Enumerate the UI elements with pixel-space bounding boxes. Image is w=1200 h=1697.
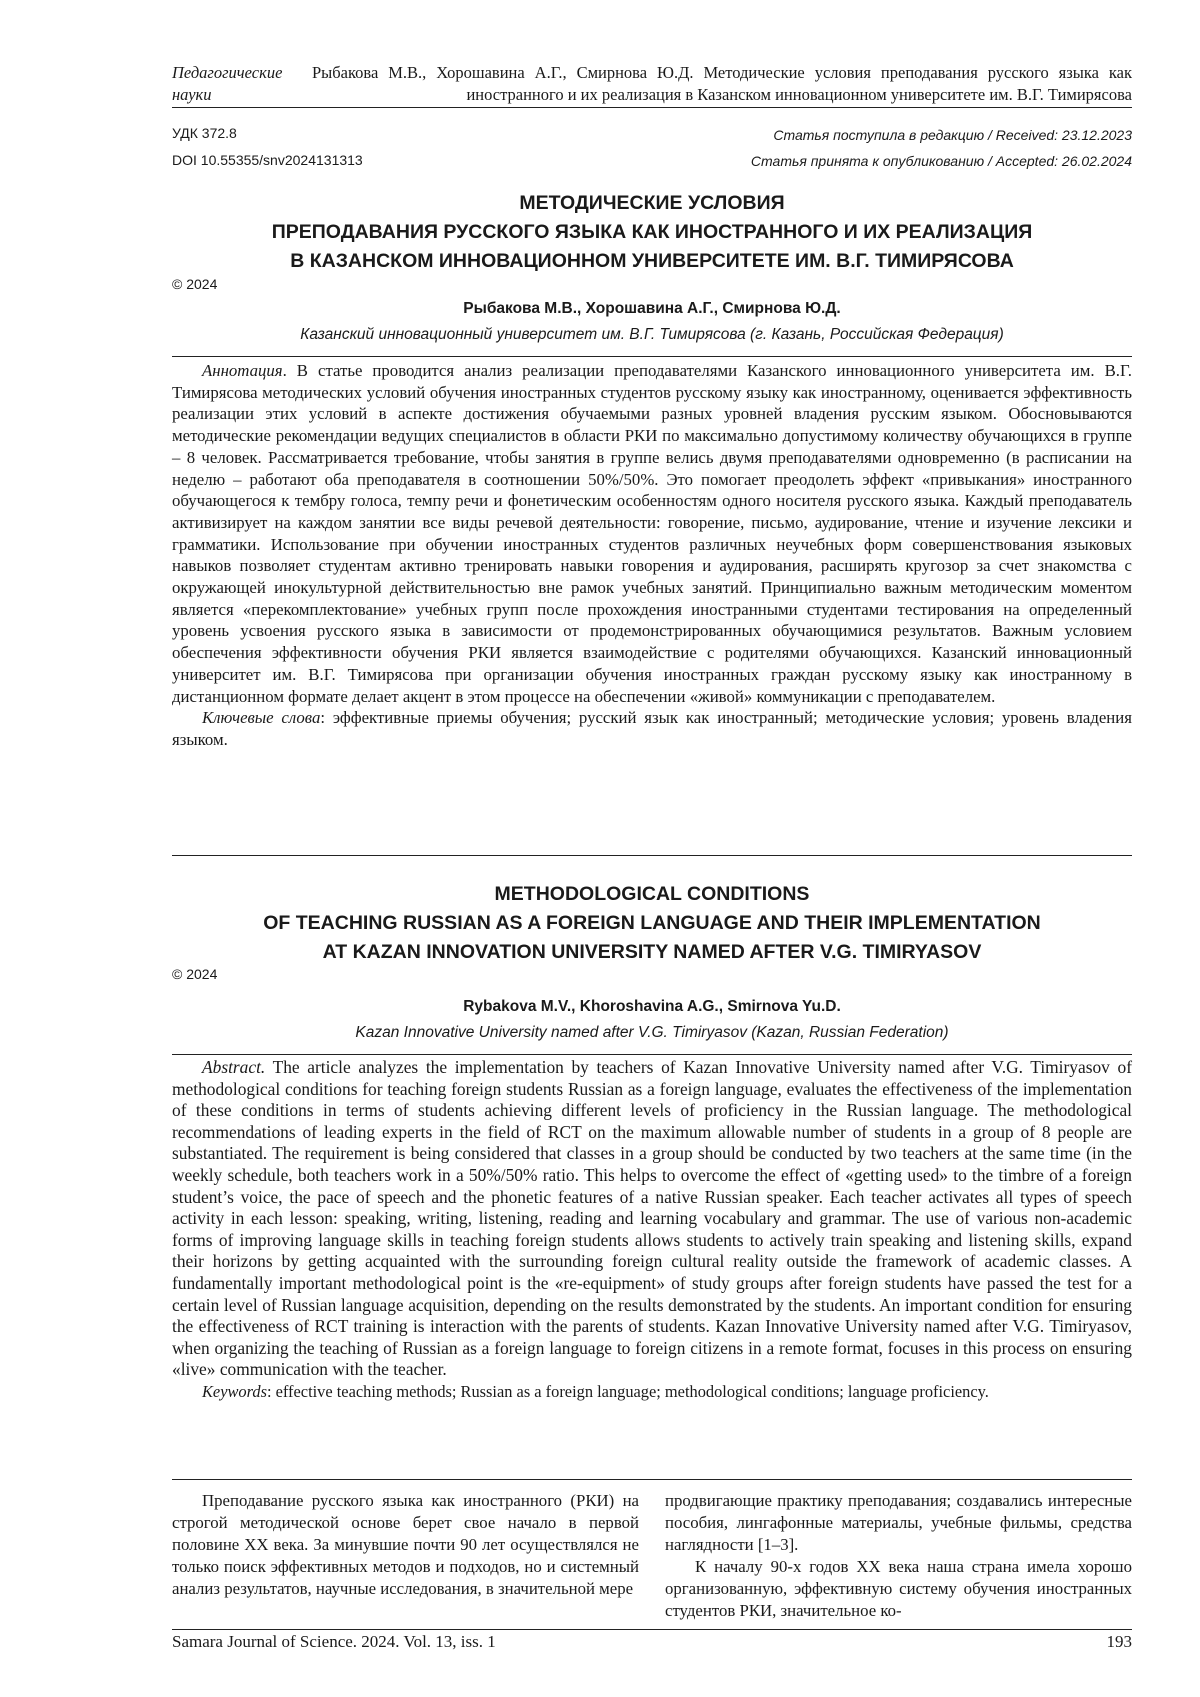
ru-abstract-label: Аннотация xyxy=(202,361,283,380)
ru-affiliation: Казанский инновационный университет им. В.Г. Тимирясова (г. Казань, Российская Федерация) xyxy=(300,326,1004,343)
en-abstract-bottom-rule xyxy=(172,1479,1132,1480)
udk: УДК 372.8 xyxy=(172,125,237,141)
body-paragraph: К началу 90-х годов XX века наша страна имела хорошо организованную, эффективную систему обучения иностранных студентов РКИ, значительное ко- xyxy=(665,1557,1132,1620)
en-abstract-text: The article analyzes the implementation by teachers of Kazan Innovative University named after V.G. Timiryasov of methodological conditions for teaching foreign students Russian as a foreign language, evaluates the effectiveness of the implementation of these conditions in terms of students achieving different levels of proficiency in the Russian language. The methodological recommendations of leading experts in the field of RCT on the maximum allowable number of students in a group of 8 people are substantiated. The requirement is being considered that classes in a group should be conducted by two teachers at the same time (in the weekly schedule, both teachers work in a 50%/50% ratio. This helps to overcome the effect of «getting used» to the timbre of a foreign student’s voice, the pace of speech and the phonetic features of a native Russian speaker. Each teacher activates all types of speech activity in each lesson: speaking, writing, listening, reading and learning vocabulary and grammar. The use of various non-academic forms of improving language skills in teaching foreign students allows students to actively train speaking and listening skills, expand their horizons by getting acquainted with the surrounding foreign cultural reality outside the framework of academic classes. A fundamentally important methodological point is the «re-equipment» of study groups after foreign students have passed the test for a certain level of Russian language acquisition, depending on the results demonstrated by the students. An important condition for ensuring the effectiveness of RCT training is interaction with the parents of students. Kazan Innovative University named after V.G. Timiryasov, when organizing the teaching of Russian as a foreign language to foreign citizens in a remote format, focuses in this process on ensuring «live» communication with the teacher. xyxy=(172,1057,1132,1380)
body-paragraph: Преподавание русского языка как иностранного (РКИ) на строгой методической основе берет свое начало в первой половине XX века. За минувшие почти 90 лет осуществлялся не только поиск эффективных методов и подходов, но и системный анализ результатов, научные исследования, в значительной мере xyxy=(172,1491,639,1598)
ru-title-line: ПРЕПОДАВАНИЯ РУССКОГО ЯЗЫКА КАК ИНОСТРАННОГО И ИХ РЕАЛИЗАЦИЯ xyxy=(271,221,1033,243)
journal-section: Педагогические науки xyxy=(172,63,283,104)
en-title-line: OF TEACHING RUSSIAN AS A FOREIGN LANGUAGE AND THEIR IMPLEMENTATION xyxy=(263,912,1041,934)
en-keywords-label: Keywords xyxy=(202,1381,267,1401)
ru-abstract-text: . В статье проводится анализ реализации преподавателями Казанского инновационного университета им. В.Г. Тимирясова методических условий обучения иностранных студентов русскому языку как иностранному, оценивается эффективность реализации этих условий в аспекте достижения обучаемыми разных уровней владения русским языком. Обосновываются методические рекомендации ведущих специалистов в области РКИ по максимально допустимому количеству обучающихся в группе – 8 человек. Рассматривается требование, чтобы занятия в группе велись двумя преподавателями одновременно (в расписании на неделю – работают оба преподавателя в соотношении 50%/50%. Это помогает преодолеть эффект «привыкания» иностранного обучающегося к тембру голоса, темпу речи и фонетическим особенностям одного носителя русского языка. Каждый преподаватель активизирует на каждом занятии все виды речевой деятельности: говорение, письмо, аудирование, чтение и изучение лексики и грамматики. Использование при обучении иностранных студентов различных неучебных форм совершенствования языковых навыков позволяет студентам активно тренировать навыки говорения и аудирования, расширять кругозор за счет знакомства с окружающей инокультурной действительностью вне рамок учебных занятий. Принципиально важным методическим моментом является «перекомплектование» учебных групп после прохождения иностранными студентами тестирования на определенный уровень усвоения русского языка в зависимости от продемонстрированных обучающимися результатов. Важным условием обеспечения эффективности обучения РКИ является взаимодействие с родителями обучающихся. Казанский инновационный университет им. В.Г. Тимирясова при организации обучения иностранных граждан русскому языку как иностранному в дистанционном формате делает акцент в этом процессе на обеспечении «живой» коммуникации с преподавателем. xyxy=(172,361,1132,706)
running-title: Рыбакова М.В., Хорошавина А.Г., Смирнова Ю.Д. Методические условия преподавания русского языка как иностранного и их реализация в Казанском инновационном университете им. В.Г. Тимирясова xyxy=(312,63,1132,104)
en-title-line: METHODOLOGICAL CONDITIONS xyxy=(494,883,810,905)
en-authors: Rybakova M.V., Khoroshavina A.G., Smirnova Yu.D. xyxy=(463,998,841,1015)
body-paragraph: продвигающие практику преподавания; создавались интересные пособия, лингафонные материалы, учебные фильмы, средства наглядности [1–3]. xyxy=(665,1491,1132,1554)
footer-journal: Samara Journal of Science. 2024. Vol. 13, iss. 1 xyxy=(172,1632,496,1651)
en-affiliation: Kazan Innovative University named after V.G. Timiryasov (Kazan, Russian Federation) xyxy=(355,1024,949,1041)
en-keywords-text: : effective teaching methods; Russian as a foreign language; methodological conditions; language proficiency. xyxy=(266,1381,989,1401)
ru-title-line: В КАЗАНСКОМ ИННОВАЦИОННОМ УНИВЕРСИТЕТЕ ИМ. В.Г. ТИМИРЯСОВА xyxy=(290,250,1014,272)
ru-abstract xyxy=(172,360,1132,751)
ru-copyright: © 2024 xyxy=(172,276,218,292)
ru-abstract-top-rule xyxy=(172,356,1132,357)
header-divider xyxy=(172,107,1132,108)
page-number: 193 xyxy=(1106,1632,1132,1651)
doi: DOI 10.55355/snv2024131313 xyxy=(172,152,363,168)
ru-abstract-bottom-rule xyxy=(172,855,1132,856)
en-title-line: AT KAZAN INNOVATION UNIVERSITY NAMED AFTER V.G. TIMIRYASOV xyxy=(322,941,982,963)
accepted-date: Статья принята к опубликованию / Accepted: 26.02.2024 xyxy=(750,153,1132,169)
body-column-left xyxy=(172,1490,639,1600)
footer-divider xyxy=(172,1629,1132,1630)
en-abstract-top-rule xyxy=(172,1054,1132,1055)
body-column-right xyxy=(665,1490,1132,1622)
en-abstract xyxy=(172,1057,1132,1403)
ru-title xyxy=(172,189,1132,276)
ru-title-line: МЕТОДИЧЕСКИЕ УСЛОВИЯ xyxy=(519,192,785,214)
en-copyright: © 2024 xyxy=(172,966,218,982)
ru-authors: Рыбакова М.В., Хорошавина А.Г., Смирнова Ю.Д. xyxy=(463,300,841,317)
en-abstract-label: Abstract. xyxy=(202,1057,266,1077)
ru-keywords-text: : эффективные приемы обучения; русский язык как иностранный; методические условия; уровень владения языком. xyxy=(172,708,1132,749)
ru-keywords-label: Ключевые слова xyxy=(202,708,321,728)
received-date: Статья поступила в редакцию / Received: 23.12.2023 xyxy=(773,127,1132,143)
en-title xyxy=(172,880,1132,967)
